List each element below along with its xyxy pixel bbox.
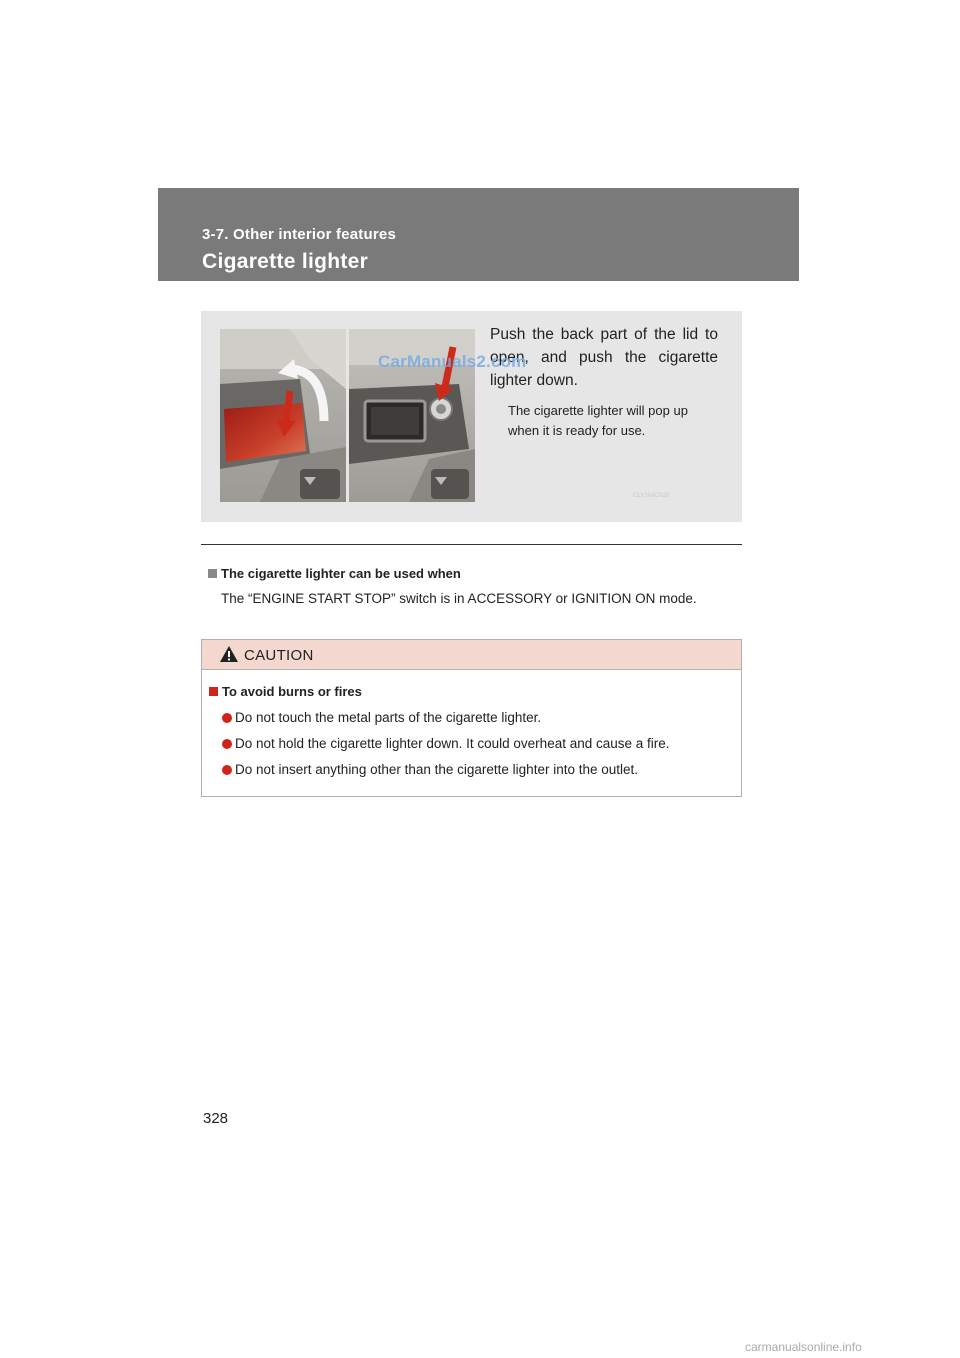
square-bullet-icon — [208, 569, 217, 578]
caution-item — [222, 762, 638, 777]
caution-item-text: Do not hold the cigarette lighter down. It could overheat and cause a fire. — [235, 736, 670, 751]
page-title: Cigarette lighter — [202, 250, 369, 273]
red-square-bullet-icon — [209, 687, 218, 696]
caution-item-text: Do not touch the metal parts of the cigarette lighter. — [235, 710, 542, 725]
photo-lid-closed — [220, 329, 346, 502]
caution-item — [222, 736, 670, 751]
caution-item-text: Do not insert anything other than the cigarette lighter into the outlet. — [235, 762, 639, 777]
red-dot-bullet-icon — [222, 713, 232, 723]
caution-header — [202, 640, 741, 670]
caution-item — [222, 710, 541, 725]
page-number: 328 — [203, 1110, 229, 1127]
section-header — [158, 188, 799, 281]
instruction-note: The cigarette lighter will pop up when it is ready for use. — [508, 403, 688, 438]
caution-subheading-text: To avoid burns or fires — [222, 684, 362, 699]
info-heading — [208, 566, 461, 581]
footer-site-text: carmanualsonline.info — [745, 1340, 862, 1354]
section-label: 3-7. Other interior features — [202, 226, 396, 243]
info-body: The “ENGINE START STOP” switch is in ACCESSORY or IGNITION ON mode. — [221, 591, 697, 606]
instruction-text: Push the back part of the lid to open, and push the cigarette lighter down. — [490, 326, 718, 389]
figure-panel — [201, 311, 742, 522]
figure-code: CLY36AC028 — [633, 493, 670, 499]
red-dot-bullet-icon — [222, 739, 232, 749]
caution-subheading — [209, 684, 362, 699]
warning-triangle-icon — [219, 645, 239, 668]
section-divider — [201, 544, 742, 545]
watermark: CarManuals2.com — [378, 352, 527, 371]
caution-label: CAUTION — [244, 647, 314, 664]
red-dot-bullet-icon — [222, 765, 232, 775]
caution-box — [201, 639, 742, 797]
info-heading-text: The cigarette lighter can be used when — [221, 566, 461, 581]
